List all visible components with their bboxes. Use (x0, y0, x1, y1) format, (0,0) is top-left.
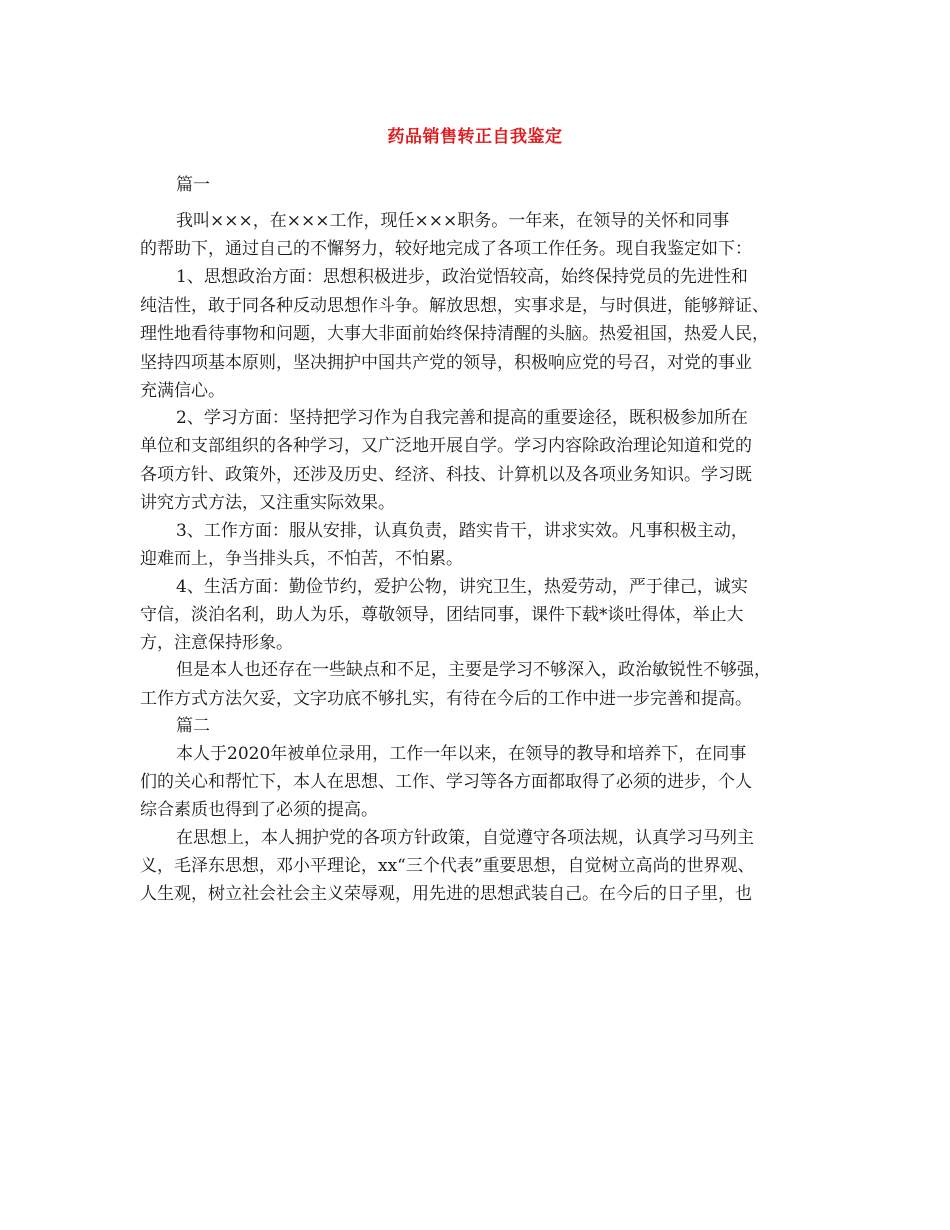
paragraph-line: 单位和支部组织的各种学习，又广泛地开展自学。学习内容除政治理论知道和党的 (140, 436, 752, 456)
paragraph-line: 2、学习方面：坚持把学习作为自我完善和提高的重要途径，既积极参加所在 (176, 408, 748, 428)
paragraph-line: 讲究方式方法，又注重实际效果。 (140, 493, 395, 513)
paragraph-line: 本人于2020年被单位录用，工作一年以来，在领导的教导和培养下，在同事 (176, 744, 747, 764)
paragraph-line: 我叫×××，在×××工作，现任×××职务。一年来，在领导的关怀和同事 (176, 211, 730, 231)
paragraph-line: 但是本人也还存在一些缺点和不足，主要是学习不够深入，政治敏锐性不够强， (176, 660, 771, 680)
paragraph-line: 4、生活方面：勤俭节约，爱护公物，讲究卫生，热爱劳动，严于律己，诚实 (176, 577, 748, 597)
paragraph-line: 坚持四项基本原则，坚决拥护中国共产党的领导，积极响应党的号召，对党的事业 (140, 353, 752, 373)
paragraph-line: 1、思想政治方面：思想积极进步，政治觉悟较高，始终保持党员的先进性和 (176, 267, 748, 287)
paragraph-line: 综合素质也得到了必须的提高。 (140, 800, 378, 820)
paragraph-line: 理性地看待事物和问题，大事大非面前始终保持清醒的头脑。热爱祖国，热爱人民， (140, 324, 769, 344)
paragraph-line: 工作方式方法欠妥，文字功底不够扎实，有待在今后的工作中进一步完善和提高。 (140, 689, 752, 709)
paragraph-line: 3、工作方面：服从安排，认真负责，踏实肯干，讲求实效。凡事积极主动， (176, 521, 748, 541)
paragraph-line: 的帮助下，通过自己的不懈努力，较好地完成了各项工作任务。现自我鉴定如下： (140, 239, 752, 259)
paragraph-line: 人生观，树立社会社会主义荣辱观，用先进的思想武装自己。在今后的日子里，也 (140, 884, 752, 904)
paragraph-line: 们的关心和帮忙下，本人在思想、工作、学习等各方面都取得了必须的进步，个人 (140, 772, 752, 792)
paragraph-line: 迎难而上，争当排头兵，不怕苦，不怕累。 (140, 549, 463, 569)
paragraph-line: 在思想上，本人拥护党的各项方针政策，自觉遵守各项法规，认真学习马列主 (176, 828, 754, 848)
paragraph-line: 纯洁性，敢于同各种反动思想作斗争。解放思想，实事求是，与时俱进，能够辩证、 (140, 296, 769, 316)
paragraph-line: 篇一 (176, 175, 210, 195)
paragraph-line: 充满信心。 (140, 381, 225, 401)
paragraph-line: 篇二 (176, 716, 210, 736)
paragraph-line: 方，注意保持形象。 (140, 633, 293, 653)
paragraph-line: 义，毛泽东思想，邓小平理论，xx“三个代表”重要思想，自觉树立高尚的世界观、 (140, 856, 755, 876)
document-title: 药品销售转正自我鉴定 (387, 127, 563, 147)
paragraph-line: 各项方针、政策外，还涉及历史、经济、科技、计算机以及各项业务知识。学习既 (140, 465, 752, 485)
paragraph-line: 守信，淡泊名利，助人为乐，尊敬领导，团结同事，课件下载*谈吐得体，举止大 (140, 605, 744, 625)
